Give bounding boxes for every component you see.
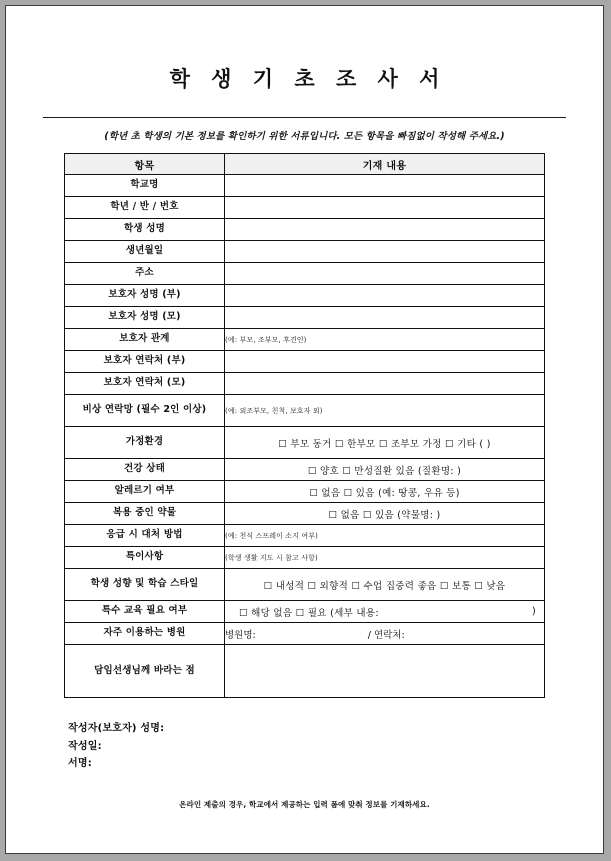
row-label-special-notes: 특이사항 xyxy=(65,547,225,569)
table-row-message-to-teacher xyxy=(65,645,545,698)
row-label-student-name: 학생 성명 xyxy=(65,219,225,241)
row-label-guardian-relation: 보호자 관계 xyxy=(65,329,225,351)
table-row-grade-class-number xyxy=(65,197,545,219)
page-title: 학 생 기 초 조 사 서 xyxy=(169,67,447,91)
table-row-school-name xyxy=(65,175,545,197)
table-row-health-status xyxy=(65,459,545,481)
row-value-frequent-hospital[interactable] xyxy=(225,623,545,645)
row-label-grade-class-number: 학년 / 반 / 번호 xyxy=(65,197,225,219)
row-label-family-environment: 가정환경 xyxy=(65,427,225,459)
row-value-grade-class-number[interactable] xyxy=(225,197,545,219)
row-label-address: 주소 xyxy=(65,263,225,285)
row-label-guardian-name-mother: 보호자 성명 (모) xyxy=(65,307,225,329)
row-value-school-name[interactable] xyxy=(225,175,545,197)
header-item: 항목 xyxy=(65,154,225,175)
row-label-message-to-teacher: 담임선생님께 바라는 점 xyxy=(65,645,225,698)
footer-signature-block xyxy=(28,698,581,773)
special-education-options: ☐ 해당 없음 ☐ 필요 (세부 내용: xyxy=(239,607,379,619)
row-value-medication[interactable]: ☐ 없음 ☐ 있음 (약물명: ) xyxy=(225,503,545,525)
table-row-address xyxy=(65,263,545,285)
hospital-name-label: 병원명: xyxy=(225,629,256,641)
row-value-allergy[interactable]: ☐ 없음 ☐ 있음 (예: 땅콩, 우유 등) xyxy=(225,481,545,503)
table-row-frequent-hospital xyxy=(65,623,545,645)
footer-date-label[interactable]: 작성일: xyxy=(68,740,102,752)
footer-signature-label[interactable]: 서명: xyxy=(68,758,92,770)
row-label-special-education: 특수 교육 필요 여부 xyxy=(65,601,225,623)
table-row-special-education xyxy=(65,601,545,623)
header-content: 기재 내용 xyxy=(225,154,545,175)
row-value-student-name[interactable] xyxy=(225,219,545,241)
table-row-medication xyxy=(65,503,545,525)
row-value-learning-style[interactable]: ☐ 내성적 ☐ 외향적 ☐ 수업 집중력 좋음 ☐ 보통 ☐ 낮음 xyxy=(225,569,545,601)
table-row-special-notes xyxy=(65,547,545,569)
footer-author-label[interactable]: 작성자(보호자) 성명: xyxy=(68,723,165,735)
table-row-guardian-relation xyxy=(65,329,545,351)
table-row-guardian-name-father xyxy=(65,285,545,307)
row-value-special-notes[interactable]: (학생 생활 지도 시 참고 사항) xyxy=(225,547,545,569)
row-value-family-environment[interactable]: ☐ 부모 동거 ☐ 한부모 ☐ 조부모 가정 ☐ 기타 ( ) xyxy=(225,427,545,459)
row-value-message-to-teacher[interactable] xyxy=(225,645,545,698)
table-row-learning-style xyxy=(65,569,545,601)
row-label-health-status: 건강 상태 xyxy=(65,459,225,481)
table-row-emergency-contacts xyxy=(65,395,545,427)
row-label-guardian-contact-father: 보호자 연락처 (부) xyxy=(65,351,225,373)
row-label-school-name: 학교명 xyxy=(65,175,225,197)
row-label-birthdate: 생년월일 xyxy=(65,241,225,263)
row-label-guardian-contact-mother: 보호자 연락처 (모) xyxy=(65,373,225,395)
document-subtitle: (학년 초 학생의 기본 정보를 확인하기 위한 서류입니다. 모든 항목을 빠짐없이 작성해 주세요.) xyxy=(104,131,505,143)
row-label-medication: 복용 중인 약물 xyxy=(65,503,225,525)
document-page xyxy=(5,5,604,854)
page-content xyxy=(6,6,603,810)
table-row-guardian-contact-father xyxy=(65,351,545,373)
row-label-emergency-contacts: 비상 연락망 (필수 2인 이상) xyxy=(65,395,225,427)
special-education-close-paren: ) xyxy=(531,606,536,618)
table-row-allergy xyxy=(65,481,545,503)
row-value-special-education[interactable] xyxy=(225,601,545,623)
table-header-row xyxy=(65,154,545,175)
hospital-contact-label: / 연락처: xyxy=(367,629,405,641)
table-row-birthdate xyxy=(65,241,545,263)
row-value-guardian-contact-mother[interactable] xyxy=(225,373,545,395)
table-row-emergency-procedure xyxy=(65,525,545,547)
row-value-health-status[interactable]: ☐ 양호 ☐ 만성질환 있음 (질환명: ) xyxy=(225,459,545,481)
footer-note: 온라인 제출의 경우, 학교에서 제공하는 입력 폼에 맞춰 정보를 기재하세요. xyxy=(179,799,430,809)
table-row-guardian-name-mother xyxy=(65,307,545,329)
row-value-emergency-procedure[interactable]: (예: 천식 스프레이 소지 여부) xyxy=(225,525,545,547)
row-label-learning-style: 학생 성향 및 학습 스타일 xyxy=(65,569,225,601)
row-label-emergency-procedure: 응급 시 대처 방법 xyxy=(65,525,225,547)
table-row-guardian-contact-mother xyxy=(65,373,545,395)
row-value-guardian-contact-father[interactable] xyxy=(225,351,545,373)
row-value-emergency-contacts[interactable]: (예: 외조부모, 친척, 보호자 외) xyxy=(225,395,545,427)
row-value-address[interactable] xyxy=(225,263,545,285)
row-value-guardian-relation[interactable]: (예: 부모, 조부모, 후견인) xyxy=(225,329,545,351)
row-value-guardian-name-mother[interactable] xyxy=(225,307,545,329)
row-label-allergy: 알레르기 여부 xyxy=(65,481,225,503)
row-value-guardian-name-father[interactable] xyxy=(225,285,545,307)
row-value-birthdate[interactable] xyxy=(225,241,545,263)
row-label-frequent-hospital: 자주 이용하는 병원 xyxy=(65,623,225,645)
table-row-family-environment xyxy=(65,427,545,459)
row-label-guardian-name-father: 보호자 성명 (부) xyxy=(65,285,225,307)
table-row-student-name xyxy=(65,219,545,241)
student-survey-table xyxy=(64,153,545,698)
